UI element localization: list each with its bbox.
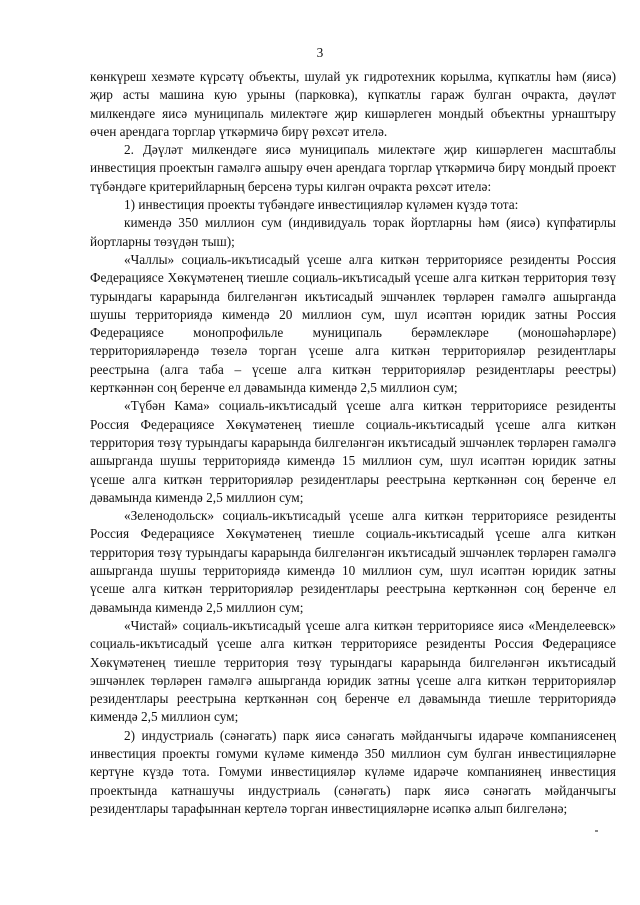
document-body bbox=[90, 68, 616, 818]
scan-mark bbox=[595, 830, 598, 832]
paragraph-subitem-2: 2) индустриаль (сәнәгать) парк яисә сәнәгать мәйданчыгы идарәче компаниясенең инвестиция проекты гомуми күләме кимендә 350 миллион сум булган инвестицияләрне кертүне күздә тота. Гомуми инвестицияләр күләме идарәче компаниянең инвестиция проектында катнашучы индустриаль (сәнәгать) парк яисә сәнәгать мәйданчыгы резидентлары тарафыннан кертелә торган инвестицияләрне исәпкә алып билгеләнә; bbox=[90, 727, 616, 816]
page-number: 3 bbox=[316, 45, 324, 60]
paragraph-subitem-1: 1) инвестиция проекты түбәндәге инвестицияләр күләмен күздә тота: bbox=[124, 197, 519, 213]
paragraph-item-2: 2. Дәүләт милкендәге яисә муниципаль милектәге җир кишәрлеген масштаблы инвестиция проектын гамәлгә ашыру өчен арендага торглар үткәрмичә бирү мондый проект түбәндәге критерийларның берсенә туры килгән очракта рөхсәт ителә: bbox=[90, 142, 616, 194]
paragraph-tuben-kama: «Түбән Кама» социаль-икътисадый үсеше алга киткән территориясе резиденты Россия Федерациясе Хөкүмәтенең тиешле социаль-икътисадый үсеше алга киткән территория төзү турындагы карарында билгеләнгән икътисадый эшчәнлек төрләрен гамәлгә ашырганда шушы территориядә кимендә 15 миллион сум, шул исәптән юридик затны үсеше алга киткән территорияләр резидентлары реестрына керткәннән соң беренче ел дәвамында кимендә 2,5 миллион сум; bbox=[90, 398, 616, 505]
paragraph-chally: «Чаллы» социаль-икътисадый үсеше алга киткән территориясе резиденты Россия Федерациясе Хөкүмәтенең тиешле социаль-икътисадый үсеше алга киткән территория төзү турындагы карарында билгеләнгән икътисадый эшчәнлек төрләрен гамәлгә ашырганда шушы территориядә кимендә 20 миллион сум, шул исәптән юридик затны Россия Федерациясе монопрофильле муниципаль берәмлекләре (моношәһәрләре) территорияләрендә төзелә торган үсеше алга киткән территорияләр резидентлары реестрына (алга таба – үсеше алга киткән территорияләр резидентлары реестры) керткәннән соң беренче ел дәвамында кимендә 2,5 миллион сум; bbox=[90, 251, 616, 396]
paragraph-chistay: «Чистай» социаль-икътисадый үсеше алга киткән территориясе яисә «Менделеевск» социаль-икътисадый үсеше алга киткән территориясе резиденты Россия Федерациясе Хөкүмәтенең тиешле территория төзү турындагы карарында билгеләнгән икътисадый эшчәнлек төрләрен гамәлгә ашырганда юридик затны үсеше алга киткән территорияләр резидентлары реестрына керткәннән соң беренче ел дәвамында тиешле территориядә кимендә 2,5 миллион сум; bbox=[90, 617, 616, 725]
paragraph-zelenodolsk: «Зеленодольск» социаль-икътисадый үсеше алга киткән территориясе резиденты Россия Федерациясе Хөкүмәтенең тиешле социаль-икътисадый үсеше алга киткән территория төзү турындагы карарында билгеләнгән икътисадый эшчәнлек төрләрен гамәлгә ашырганда шушы территориядә кимендә 10 миллион сум, шул исәптән юридик затны үсеше алга киткән территорияләр резидентлары реестрына керткәннән соң беренче ел дәвамында кимендә 2,5 миллион сум; bbox=[90, 508, 616, 615]
paragraph-350-million: кимендә 350 миллион сум (индивидуаль торак йортларны һәм (яисә) күпфатирлы йортларны төзүдән тыш); bbox=[90, 215, 616, 249]
paragraph-continuation: көнкүреш хезмәте күрсәтү объекты, шулай ук гидротехник корылма, күпкатлы һәм (яисә) җир асты машина кую урыны (парковка), күпкатлы гараж булган очракта, дәүләт милкендәге яисә муниципаль милектәге җир кишәрлеген мондый объектны урнаштыру өчен арендага торглар үткәрмичә бирү рөхсәт ителә. bbox=[90, 69, 616, 139]
